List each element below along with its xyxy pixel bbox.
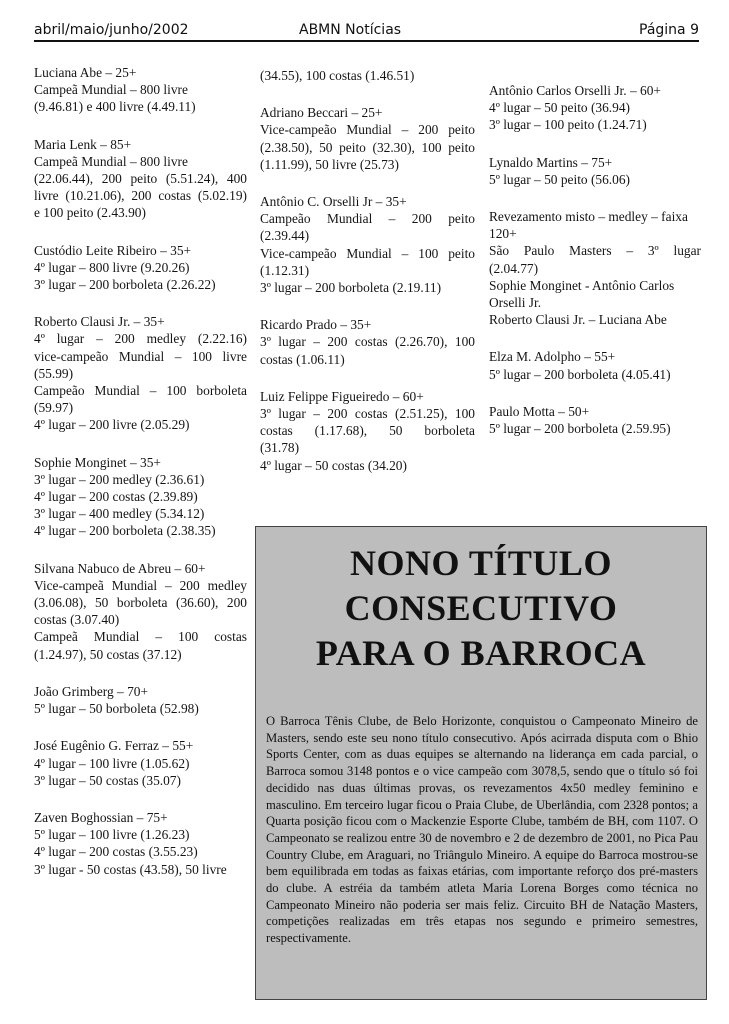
result-entry bbox=[489, 348, 701, 382]
result-line: vice-campeão Mundial – 100 livre bbox=[34, 348, 247, 364]
result-line: 3º lugar – 50 costas (35.07) bbox=[34, 772, 181, 788]
result-line: 4º lugar – 100 livre (1.05.62) bbox=[34, 755, 190, 771]
result-line: (31.78) bbox=[260, 440, 300, 456]
result-entry bbox=[34, 454, 247, 540]
result-line: (34.55), 100 costas (1.46.51) bbox=[260, 68, 415, 83]
result-line: Sophie Monginet - Antônio Carlos bbox=[489, 277, 675, 293]
result-entry bbox=[489, 403, 701, 437]
result-entry bbox=[260, 388, 475, 474]
result-line: (3.06.08), 50 borboleta (36.60), 200 bbox=[34, 595, 247, 611]
athlete-name: Antônio C. Orselli Jr – 35+ bbox=[260, 194, 407, 210]
result-line: (1.11.99), 50 livre (25.73) bbox=[260, 156, 399, 172]
athlete-name: Paulo Motta – 50+ bbox=[489, 403, 590, 419]
results-column-3 bbox=[489, 82, 701, 457]
results-column-1 bbox=[34, 64, 247, 898]
result-line: 3º lugar – 400 medley (5.34.12) bbox=[34, 506, 205, 522]
result-line: costas (1.06.11) bbox=[260, 351, 345, 367]
result-line: 4º lugar – 50 peito (36.94) bbox=[489, 100, 631, 116]
page-number: Página 9 bbox=[639, 22, 699, 38]
athlete-name: Zaven Boghossian – 75+ bbox=[34, 809, 168, 825]
news-box bbox=[255, 526, 707, 1000]
athlete-name: Maria Lenk – 85+ bbox=[34, 136, 132, 152]
result-line: 3º lugar – 200 borboleta (2.19.11) bbox=[260, 280, 442, 296]
athlete-name: Silvana Nabuco de Abreu – 60+ bbox=[34, 560, 206, 576]
athlete-name: Luciana Abe – 25+ bbox=[34, 65, 137, 80]
results-column-2 bbox=[260, 67, 475, 494]
result-entry bbox=[489, 208, 701, 328]
result-line: Vice-campeã Mundial – 200 medley bbox=[34, 577, 247, 593]
result-line: Campeão Mundial – 200 peito bbox=[260, 211, 475, 227]
result-entry bbox=[34, 64, 247, 116]
result-entry bbox=[34, 313, 247, 433]
athlete-name: Roberto Clausi Jr. – 35+ bbox=[34, 314, 165, 330]
result-line: (2.04.77) bbox=[489, 260, 539, 276]
result-entry bbox=[34, 809, 247, 878]
result-line: 4º lugar – 200 costas (2.39.89) bbox=[34, 489, 198, 505]
result-entry bbox=[260, 67, 475, 84]
result-entry bbox=[260, 104, 475, 173]
result-entry bbox=[34, 737, 247, 789]
result-line: São Paulo Masters – 3º lugar bbox=[489, 243, 701, 259]
athlete-name: Custódio Leite Ribeiro – 35+ bbox=[34, 242, 192, 258]
result-line: (22.06.44), 200 peito (5.51.24), 400 bbox=[34, 171, 247, 187]
result-entry bbox=[34, 560, 247, 663]
result-line: 3º lugar – 200 borboleta (2.26.22) bbox=[34, 277, 216, 293]
result-entry bbox=[34, 136, 247, 222]
result-line: 4º lugar – 200 medley (2.22.16) bbox=[34, 331, 247, 347]
athlete-name: José Eugênio G. Ferraz – 55+ bbox=[34, 738, 194, 754]
result-entry bbox=[34, 683, 247, 717]
result-line: 4º lugar – 800 livre (9.20.26) bbox=[34, 259, 190, 275]
result-line: (59.97) bbox=[34, 400, 74, 416]
result-entry bbox=[34, 242, 247, 294]
athlete-name: Lynaldo Martins – 75+ bbox=[489, 154, 613, 170]
result-line: (55.99) bbox=[34, 365, 74, 381]
headline-line: CONSECUTIVO bbox=[344, 588, 618, 628]
athlete-name: Antônio Carlos Orselli Jr. – 60+ bbox=[489, 83, 661, 98]
result-line: Vice-campeão Mundial – 100 peito bbox=[260, 245, 475, 261]
result-entry bbox=[489, 82, 701, 134]
result-entry bbox=[260, 193, 475, 296]
athlete-name: Elza M. Adolpho – 55+ bbox=[489, 349, 616, 365]
result-line: (1.24.97), 50 costas (37.12) bbox=[34, 646, 182, 662]
result-line: 5º lugar – 50 borboleta (52.98) bbox=[34, 701, 199, 717]
result-line: Vice-campeão Mundial – 200 peito bbox=[260, 122, 475, 138]
result-line: 5º lugar – 200 borboleta (4.05.41) bbox=[489, 366, 671, 382]
result-line: 4º lugar – 50 costas (34.20) bbox=[260, 457, 407, 473]
issue-date: abril/maio/junho/2002 bbox=[34, 22, 189, 38]
result-line: 120+ bbox=[489, 226, 517, 242]
result-line: Orselli Jr. bbox=[489, 295, 542, 311]
result-line: (1.12.31) bbox=[260, 262, 310, 278]
news-box-body: O Barroca Tênis Clube, de Belo Horizonte, conquistou o Campeonato Mineiro de Masters, sendo este seu nono título consecutivo. Após acirrada disputa com o Bhio Sports Center, com as duas equipes se alternando na liderança em cada parcial, o Barroca somou 3148 pontos e o vice campeão com 3078,5, sendo que o título só foi decidido nas duas últimas provas, os revezamentos 4x50 medley feminino e masculino. Em terceiro lugar ficou o Praia Clube, de Uberlândia, com 2328 pontos; a Quarta posição ficou com o Mackenzie Esporte Clube, também de BH, com 1107. O Campeonato se realizou entre 30 de novembro e 2 de dezembro de 2001, no Pica Pau Country Clube, em Araguari, no Triângulo Mineiro. A equipe do Barroca mostrou-se bem equilibrada em todas as faixas etárias, com importante reforço dos pré-masters do clube. A estréia da também atleta Maria Lorena Borges como técnica no Campeonato Mineiro não poderia ser mais feliz. Circuito BH de Natação Masters, competições realizadas em três etapas nos segundo e primeiro semestres, respectivamente. bbox=[266, 714, 698, 946]
result-line: 3º lugar – 200 costas (2.26.70), 100 bbox=[260, 334, 475, 350]
result-line: livre (10.21.06), 200 costas (5.02.19) bbox=[34, 188, 247, 204]
result-line: Campeã Mundial – 800 livre bbox=[34, 82, 188, 98]
page-header bbox=[34, 20, 699, 42]
result-line: costas (3.07.40) bbox=[34, 612, 120, 628]
headline-line: NONO TÍTULO bbox=[350, 543, 612, 583]
result-line: (2.38.50), 50 peito (32.30), 100 peito bbox=[260, 139, 475, 155]
result-line: Roberto Clausi Jr. – Luciana Abe bbox=[489, 312, 667, 328]
athlete-name: Sophie Monginet – 35+ bbox=[34, 454, 161, 470]
athlete-name: Adriano Beccari – 25+ bbox=[260, 105, 383, 121]
publication-title: ABMN Notícias bbox=[299, 22, 402, 38]
result-line: 5º lugar – 50 peito (56.06) bbox=[489, 171, 631, 187]
result-line: 4º lugar – 200 livre (2.05.29) bbox=[34, 417, 190, 433]
result-line: 3º lugar – 100 peito (1.24.71) bbox=[489, 117, 647, 133]
result-line: e 100 peito (2.43.90) bbox=[34, 205, 146, 221]
result-line: (9.46.81) e 400 livre (4.49.11) bbox=[34, 99, 196, 115]
result-line: 3º lugar – 200 costas (2.51.25), 100 bbox=[260, 406, 475, 422]
result-line: 3º lugar - 50 costas (43.58), 50 livre bbox=[34, 861, 227, 877]
result-line: Campeã Mundial – 100 costas bbox=[34, 629, 247, 645]
result-line: 4º lugar – 200 borboleta (2.38.35) bbox=[34, 523, 216, 539]
headline-line: PARA O BARROCA bbox=[315, 633, 647, 673]
result-line: 5º lugar – 200 borboleta (2.59.95) bbox=[489, 421, 671, 437]
result-line: costas (1.17.68), 50 borboleta bbox=[260, 423, 475, 439]
athlete-name: Revezamento misto – medley – faixa bbox=[489, 209, 688, 225]
result-entry bbox=[489, 154, 701, 188]
result-line: 5º lugar – 100 livre (1.26.23) bbox=[34, 827, 190, 843]
result-entry bbox=[260, 316, 475, 368]
news-box-headline bbox=[256, 541, 706, 676]
result-line: 3º lugar – 200 medley (2.36.61) bbox=[34, 471, 205, 487]
athlete-name: Ricardo Prado – 35+ bbox=[260, 317, 372, 333]
result-line: (2.39.44) bbox=[260, 228, 310, 244]
athlete-name: João Grimberg – 70+ bbox=[34, 683, 149, 699]
result-line: 4º lugar – 200 costas (3.55.23) bbox=[34, 844, 198, 860]
result-line: Campeã Mundial – 800 livre bbox=[34, 153, 188, 169]
athlete-name: Luiz Felippe Figueiredo – 60+ bbox=[260, 388, 424, 404]
result-line: Campeão Mundial – 100 borboleta bbox=[34, 383, 247, 399]
